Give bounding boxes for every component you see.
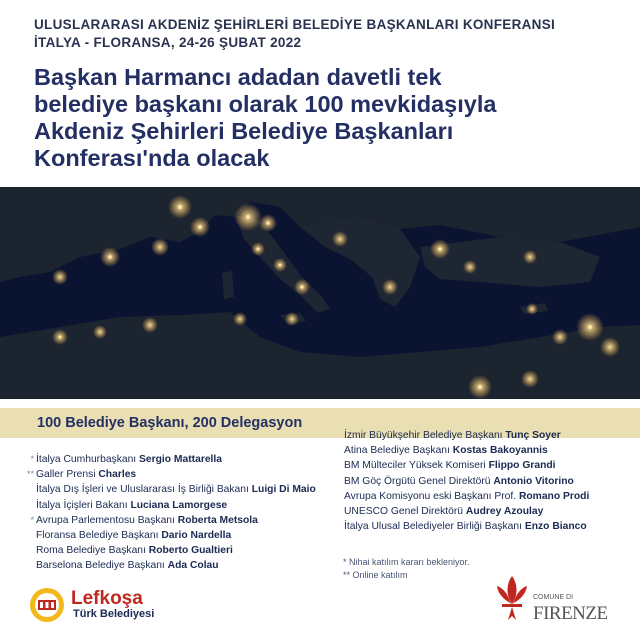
participant-title: Avrupa Parlementosu Başkanı <box>36 514 178 526</box>
comune-label: COMUNE DI <box>533 594 574 601</box>
participant-title: İtalya İçişleri Bakanı <box>36 499 131 511</box>
lefkosa-name: Lefkoşa <box>71 588 143 609</box>
headline-line: Başkan Harmancı adadan davetli tek <box>34 64 442 90</box>
participant-name: Antonio Vitorino <box>493 475 574 487</box>
delegation-label: 100 Belediye Başkanı, 200 Delegasyon <box>37 415 303 431</box>
participant-marker: * <box>30 514 34 525</box>
participant-row <box>22 513 316 528</box>
florence-lily-icon <box>494 574 530 624</box>
participant-name: Audrey Azoulay <box>465 506 544 518</box>
conference-date-location: İTALYA - FLORANSA, 24-26 ŞUBAT 2022 <box>34 35 302 50</box>
participant-title: İzmir Büyükşehir Belediye Başkanı <box>344 430 506 441</box>
footnote: * Nihai katılım kararı bekleniyor. <box>343 557 470 567</box>
participant-row <box>22 467 316 482</box>
headline-line: Akdeniz Şehirleri Belediye Başkanları <box>34 118 454 144</box>
participant-row <box>344 474 589 489</box>
participant-title: Galler Prensi <box>36 469 99 481</box>
participants-left <box>22 452 316 574</box>
participant-name: Roberta Metsola <box>177 514 258 526</box>
participant-row <box>344 489 589 504</box>
mediterranean-night-map <box>0 187 640 399</box>
footnotes <box>343 556 470 582</box>
firenze-name: FIRENZE <box>533 603 608 624</box>
conference-title <box>34 16 555 52</box>
participant-marker: ** <box>26 469 34 480</box>
night-map-svg <box>0 187 640 399</box>
participant-title: Atina Belediye Başkanı <box>344 445 453 457</box>
participant-title: Roma Belediye Başkanı <box>36 545 149 557</box>
participant-title: Floransa Belediye Başkanı <box>36 530 162 542</box>
participant-name: Roberto Gualtieri <box>148 545 233 557</box>
lefkosa-subtitle: Türk Belediyesi <box>73 608 155 620</box>
participant-marker: * <box>30 454 34 464</box>
footnote: ** Online katılım <box>343 570 408 580</box>
headline <box>34 64 624 172</box>
lefkosa-logo-icon <box>28 586 66 624</box>
header-area <box>0 0 640 187</box>
participant-title: İtalya Dış İşleri ve Uluslararası İş Birliği Bakanı <box>36 484 252 496</box>
participant-name: Flippo Grandi <box>488 460 556 472</box>
participant-row <box>22 498 316 513</box>
conference-name: ULUSLARARASI AKDENİZ ŞEHİRLERİ BELEDİYE BAŞKANLARI KONFERANSI <box>34 17 556 32</box>
participant-row <box>22 558 316 573</box>
participant-name: Ada Colau <box>167 560 219 572</box>
participant-row <box>22 452 316 467</box>
participants-right <box>344 428 589 534</box>
participant-title: Barselona Belediye Başkanı <box>36 560 168 572</box>
participant-name: Enzo Bianco <box>524 521 587 533</box>
participant-row <box>344 443 589 458</box>
participant-title: İtalya Ulusal Belediyeler Birliği Başkanı <box>344 521 525 533</box>
participant-name: Luigi Di Maio <box>251 484 316 496</box>
participant-row <box>22 543 316 558</box>
participant-title: BM Göç Örgütü Genel Direktörü <box>344 475 494 487</box>
participant-row <box>344 504 589 519</box>
participant-row <box>344 428 589 443</box>
participant-name: Tunç Soyer <box>505 430 561 441</box>
participant-name: Dario Nardella <box>161 530 232 542</box>
participant-name: Romano Prodi <box>518 490 590 502</box>
participant-row <box>344 519 589 534</box>
participant-title: İtalya Cumhurbaşkanı <box>36 454 140 465</box>
headline-line: belediye başkanı olarak 100 mevkidaşıyla <box>34 91 497 117</box>
participant-name: Kostas Bakoyannis <box>452 445 548 457</box>
participant-row <box>22 482 316 497</box>
participant-name: Luciana Lamorgese <box>130 499 228 511</box>
participant-title: BM Mülteciler Yüksek Komiseri <box>344 460 489 472</box>
participant-row <box>344 458 589 473</box>
participant-name: Charles <box>98 469 137 481</box>
headline-line: Konferası'nda olacak <box>34 145 270 171</box>
participant-title: UNESCO Genel Direktörü <box>344 506 466 518</box>
participant-name: Sergio Mattarella <box>139 454 223 465</box>
participant-title: Avrupa Komisyonu eski Başkanı Prof. <box>344 490 519 502</box>
participant-row <box>22 528 316 543</box>
